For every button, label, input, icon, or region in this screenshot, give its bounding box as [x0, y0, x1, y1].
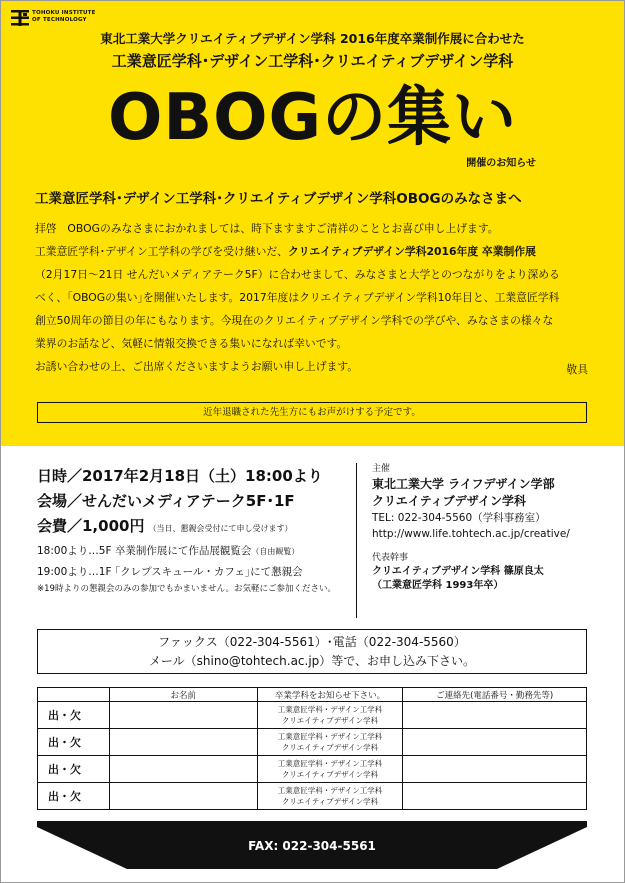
- greeting-heading: 工業意匠学科･デザイン工学科･クリエイティブデザイン学科OBOGのみなさまへ: [35, 191, 522, 207]
- column-header-attendance: [38, 688, 110, 702]
- exhibition-name: クリエイティブデザイン学科2016年度 卒業制作展: [287, 245, 536, 258]
- body-line: 創立50周年の節目の年にもなります。今現在のクリエイティブデザイン学科での学びや、みなさまの様々な: [35, 314, 554, 327]
- representative-name: クリエイティブデザイン学科 篠原良太: [372, 566, 544, 577]
- department-option: クリエイティブデザイン学科: [281, 743, 379, 752]
- invitation-body: [35, 217, 595, 378]
- closing-word: 敬具: [566, 363, 588, 376]
- body-line: 拝啓 OBOGのみなさまにおかれましては、時下ますますご清祥のこととお喜び申し上げます。: [35, 222, 499, 235]
- organizer-info: [372, 463, 570, 593]
- name-field[interactable]: [109, 783, 257, 810]
- organizer-name: 東北工業大学 ライフデザイン学部: [372, 477, 555, 491]
- department-option: クリエイティブデザイン学科: [281, 797, 379, 806]
- pre-title-line1: 東北工業大学クリエイティブデザイン学科 2016年度卒業制作展に合わせた: [100, 31, 525, 46]
- event-venue: 会場／せんだいメディアテーク5F･1F: [37, 492, 295, 510]
- logo-line2: OF TECHNOLOGY: [32, 16, 87, 23]
- organizer-url[interactable]: http://www.life.tohtech.ac.jp/creative/: [372, 528, 570, 540]
- column-header-department: 卒業学科をお知らせ下さい。: [257, 688, 403, 702]
- contact-phone-fax: ファックス（022-304-5561）･電話（022-304-5560）: [158, 635, 466, 649]
- university-logo: [11, 10, 96, 26]
- fax-banner: [37, 821, 587, 869]
- pre-title-line2: 工業意匠学科･デザイン工学科･クリエイティブデザイン学科: [111, 52, 514, 70]
- body-line: べく、｢OBOGの集い｣を開催いたします。2017年度はクリエイティブデザイン学科10年目と、工業意匠学科: [35, 291, 560, 304]
- contact-email: メール（shino@tohtech.ac.jp）等で、お申し込み下さい。: [148, 654, 476, 668]
- fax-number-text: FAX: 022-304-5561: [248, 839, 376, 853]
- name-field[interactable]: [109, 702, 257, 729]
- fee-note: （当日、懇親会受付にて申し受けます）: [148, 524, 293, 533]
- contact-field[interactable]: [403, 756, 587, 783]
- representative-class: （工業意匠学科 1993年卒）: [372, 580, 504, 591]
- department-option: 工業意匠学科・デザイン工学科: [277, 732, 383, 741]
- table-row: [38, 756, 587, 783]
- main-title: OBOGの集い: [107, 81, 518, 155]
- department-option: 工業意匠学科・デザイン工学科: [277, 705, 383, 714]
- divider: [356, 463, 357, 618]
- body-line: （2月17日～21日 せんだいメディアテーク5F）に合わせまして、みなさまと大学とのつながりをより深める: [35, 268, 560, 281]
- department-option: クリエイティブデザイン学科: [281, 770, 379, 779]
- organizer-phone: TEL: 022-304-5560（学科事務室）: [372, 512, 546, 524]
- event-datetime: 日時／2017年2月18日（土）18:00より: [37, 467, 323, 485]
- name-field[interactable]: [109, 729, 257, 756]
- department-option: クリエイティブデザイン学科: [281, 716, 379, 725]
- fee-text: 会費／1,000円: [37, 517, 145, 535]
- attendance-choice[interactable]: 出・欠: [38, 702, 110, 729]
- department-choice[interactable]: [257, 702, 403, 729]
- schedule-note: （自由観覧）: [251, 547, 300, 556]
- department-choice[interactable]: [257, 783, 403, 810]
- attendance-choice[interactable]: 出・欠: [38, 756, 110, 783]
- contact-field[interactable]: [403, 729, 587, 756]
- event-details: [37, 464, 336, 596]
- contact-box: [37, 629, 587, 674]
- name-field[interactable]: [109, 756, 257, 783]
- body-line-part: 工業意匠学科･デザイン工学科の学びを受け継いだ、: [35, 245, 288, 258]
- attendance-choice[interactable]: 出・欠: [38, 729, 110, 756]
- schedule-item: 19:00より…1F ｢クレプスキュール・カフェ｣にて懇親会: [37, 566, 303, 578]
- representative-label: 代表幹事: [372, 553, 409, 563]
- table-header-row: [38, 688, 587, 702]
- contact-field[interactable]: [403, 702, 587, 729]
- organizer-label: 主催: [372, 464, 391, 474]
- table-row: [38, 729, 587, 756]
- rsvp-form-table: [37, 687, 587, 810]
- attendance-choice[interactable]: 出・欠: [38, 783, 110, 810]
- department-option: 工業意匠学科・デザイン工学科: [277, 759, 383, 768]
- retired-teachers-note: 近年退職された先生方にもお声がけする予定です。: [37, 402, 587, 423]
- table-row: [38, 783, 587, 810]
- table-row: [38, 702, 587, 729]
- department-choice[interactable]: [257, 756, 403, 783]
- logo-text: [32, 10, 96, 23]
- schedule-item: [37, 541, 336, 562]
- schedule-text: 18:00より…5F 卒業制作展にて作品展観覧会: [37, 545, 252, 557]
- body-line: [35, 240, 595, 263]
- yellow-header-section: [1, 1, 624, 446]
- body-line: 業界のお話など、気軽に情報交換できる集いになれば幸いです。: [35, 337, 348, 350]
- column-header-name: お名前: [109, 688, 257, 702]
- organizer-department: クリエイティブデザイン学科: [372, 494, 526, 508]
- department-choice[interactable]: [257, 729, 403, 756]
- notice-subtitle: 開催のお知らせ: [466, 158, 536, 169]
- department-option: 工業意匠学科・デザイン工学科: [277, 786, 383, 795]
- body-line: お誘い合わせの上、ご出席くださいますようお願い申し上げます。: [35, 360, 359, 373]
- logo-line1: TOHOKU INSTITUTE: [32, 10, 96, 16]
- tohoku-logo-icon: [11, 10, 29, 26]
- footnote: ※19時よりの懇親会のみの参加でもかまいません。お気軽にご参加ください。: [37, 584, 336, 594]
- column-header-contact: ご連絡先(電話番号・勤務先等): [403, 688, 587, 702]
- contact-field[interactable]: [403, 783, 587, 810]
- event-fee: [37, 514, 336, 541]
